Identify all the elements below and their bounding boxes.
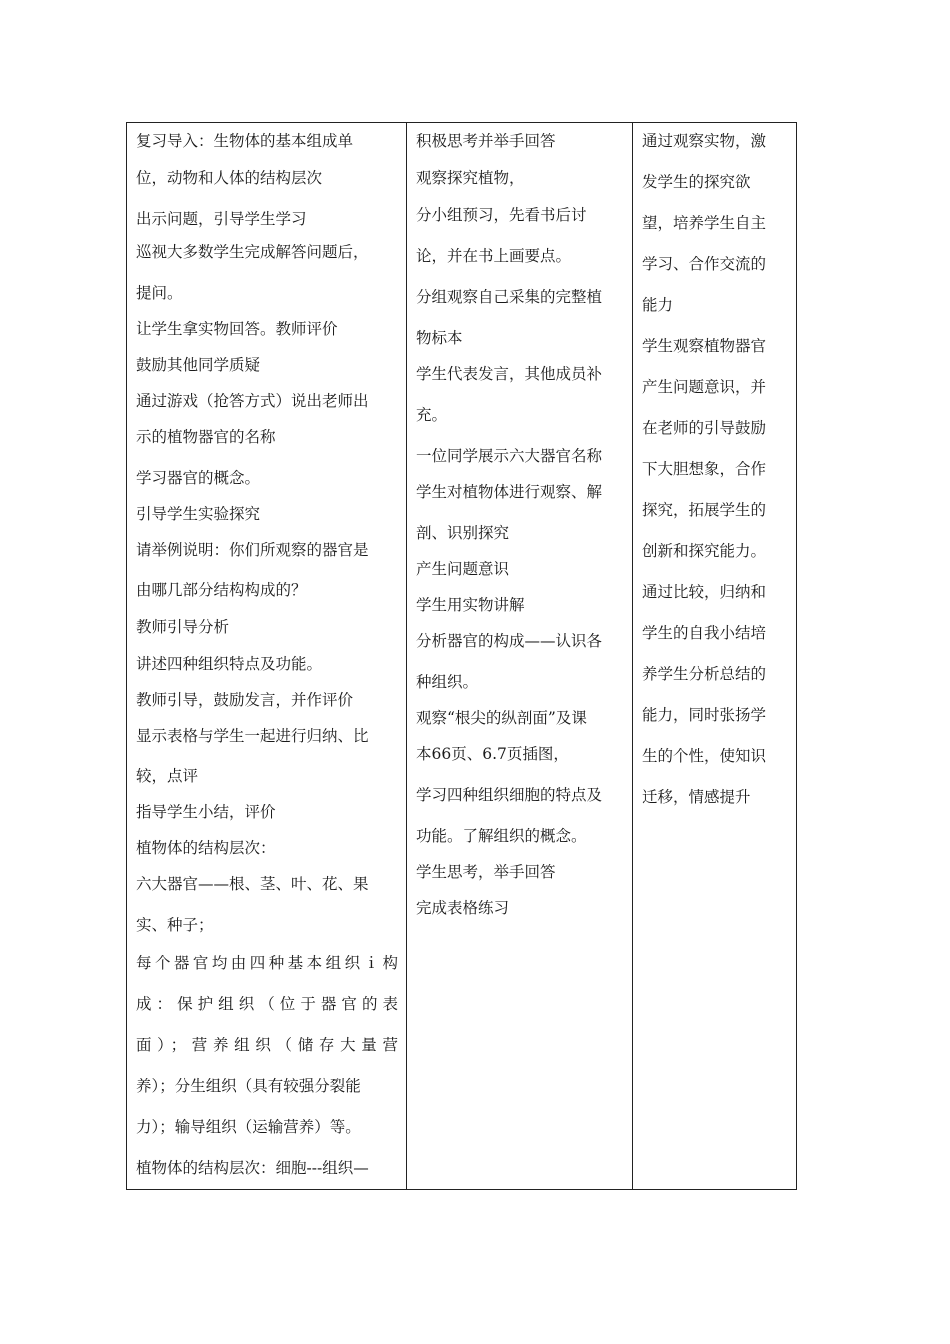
student-activity-line: 功能。了解组织的概念。 bbox=[416, 827, 587, 845]
teacher-activity-line: 请举例说明：你们所观察的器官是 bbox=[136, 541, 369, 559]
teacher-activity-line: 植物体的结构层次：细胞---组织— bbox=[136, 1159, 369, 1177]
design-intent-line: 迁移，情感提升 bbox=[642, 788, 751, 806]
teacher-activity-line: 实、种子； bbox=[136, 916, 214, 934]
student-activity-line: 分组观察自己采集的完整植 bbox=[416, 288, 603, 306]
student-activity-line: 分小组预习，先看书后讨 bbox=[416, 206, 587, 224]
teacher-activity-line: 位，动物和人体的结构层次 bbox=[136, 169, 323, 187]
design-intent-line: 学生观察植物器官 bbox=[642, 337, 767, 355]
teacher-activity-cell bbox=[127, 123, 407, 1190]
design-intent-line: 养学生分析总结的 bbox=[642, 665, 767, 683]
design-intent-line: 学习、合作交流的 bbox=[642, 255, 767, 273]
design-intent-cell bbox=[633, 123, 797, 1190]
design-intent-line: 学生的自我小结培 bbox=[642, 624, 767, 642]
design-intent-line: 望，培养学生自主 bbox=[642, 214, 767, 232]
teacher-activity-line: 提问。 bbox=[136, 284, 183, 302]
student-activity-line: 学生用实物讲解 bbox=[416, 596, 525, 614]
teacher-activity-line: 每个器官均由四种基本组织ｉ构 bbox=[136, 954, 398, 972]
student-activity-line: 学生代表发言，其他成员补 bbox=[416, 365, 603, 383]
design-intent-line: 探究，拓展学生的 bbox=[642, 501, 767, 519]
student-activity-line: 充。 bbox=[416, 406, 448, 424]
student-activity-line: 剖、识别探究 bbox=[416, 524, 510, 542]
student-activity-line: 学生对植物体进行观察、解 bbox=[416, 483, 603, 501]
teacher-activity-line: 教师引导分析 bbox=[136, 618, 230, 636]
teacher-activity-line: 学习器官的概念。 bbox=[136, 469, 261, 487]
design-intent-line: 生的个性，使知识 bbox=[642, 747, 767, 765]
teacher-activity-line: 教师引导，鼓励发言，并作评价 bbox=[136, 691, 354, 709]
teacher-activity-line: 示的植物器官的名称 bbox=[136, 428, 276, 446]
student-activity-line: 观察探究植物， bbox=[416, 169, 525, 187]
student-activity-line: 论，并在书上画要点。 bbox=[416, 247, 572, 265]
design-intent-line: 发学生的探究欲 bbox=[642, 173, 751, 191]
design-intent-line: 能力，同时张扬学 bbox=[642, 706, 767, 724]
student-activity-line: 一位同学展示六大器官名称 bbox=[416, 447, 603, 465]
teacher-activity-line: 较，点评 bbox=[136, 767, 199, 785]
teacher-activity-line: 指导学生小结，评价 bbox=[136, 803, 276, 821]
student-activity-line: 观察“根尖的纵剖面”及课 bbox=[416, 709, 587, 727]
design-intent-line: 能力 bbox=[642, 296, 674, 314]
design-intent-line: 通过比较，归纳和 bbox=[642, 583, 767, 601]
student-activity-line: 分析器官的构成——认识各 bbox=[416, 632, 603, 650]
teacher-activity-line: 显示表格与学生一起进行归纳、比 bbox=[136, 727, 369, 745]
lesson-plan-table bbox=[126, 122, 797, 1190]
student-activity-line: 完成表格练习 bbox=[416, 899, 510, 917]
teacher-activity-line: 让学生拿实物回答。教师评价 bbox=[136, 320, 338, 338]
teacher-activity-line: 复习导入：生物体的基本组成单 bbox=[136, 132, 354, 150]
teacher-activity-line: 面）；营养组织（储存大量营 bbox=[136, 1036, 398, 1054]
design-intent-line: 下大胆想象，合作 bbox=[642, 460, 767, 478]
student-activity-cell bbox=[407, 123, 633, 1190]
student-activity-line: 种组织。 bbox=[416, 673, 479, 691]
design-intent-line: 通过观察实物，激 bbox=[642, 132, 767, 150]
student-activity-line: 学生思考，举手回答 bbox=[416, 863, 556, 881]
teacher-activity-line: 出示问题，引导学生学习 bbox=[136, 210, 307, 228]
teacher-activity-line: 力）；输导组织（运输营养）等。 bbox=[136, 1118, 361, 1136]
teacher-activity-line: 鼓励其他同学质疑 bbox=[136, 356, 261, 374]
student-activity-line: 本66页、6.7页插图， bbox=[416, 745, 569, 763]
teacher-activity-line: 成：保护组织（位于器官的表 bbox=[136, 995, 398, 1013]
teacher-activity-line: 植物体的结构层次： bbox=[136, 839, 276, 857]
student-activity-line: 学习四种组织细胞的特点及 bbox=[416, 786, 603, 804]
teacher-activity-line: 通过游戏（抢答方式）说出老师出 bbox=[136, 392, 369, 410]
table-row bbox=[127, 123, 797, 1190]
student-activity-line: 积极思考并举手回答 bbox=[416, 132, 556, 150]
design-intent-line: 产生问题意识，并 bbox=[642, 378, 767, 396]
teacher-activity-line: 由哪几部分结构构成的？ bbox=[136, 581, 307, 599]
design-intent-line: 创新和探究能力。 bbox=[642, 542, 767, 560]
teacher-activity-line: 养）；分生组织（具有较强分裂能 bbox=[136, 1077, 361, 1095]
student-activity-line: 产生问题意识 bbox=[416, 560, 510, 578]
teacher-activity-line: 讲述四种组织特点及功能。 bbox=[136, 655, 323, 673]
teacher-activity-line: 巡视大多数学生完成解答问题后， bbox=[136, 243, 369, 261]
design-intent-line: 在老师的引导鼓励 bbox=[642, 419, 767, 437]
teacher-activity-line: 六大器官——根、茎、叶、花、果 bbox=[136, 875, 369, 893]
student-activity-line: 物标本 bbox=[416, 329, 463, 347]
teacher-activity-line: 引导学生实验探究 bbox=[136, 505, 261, 523]
